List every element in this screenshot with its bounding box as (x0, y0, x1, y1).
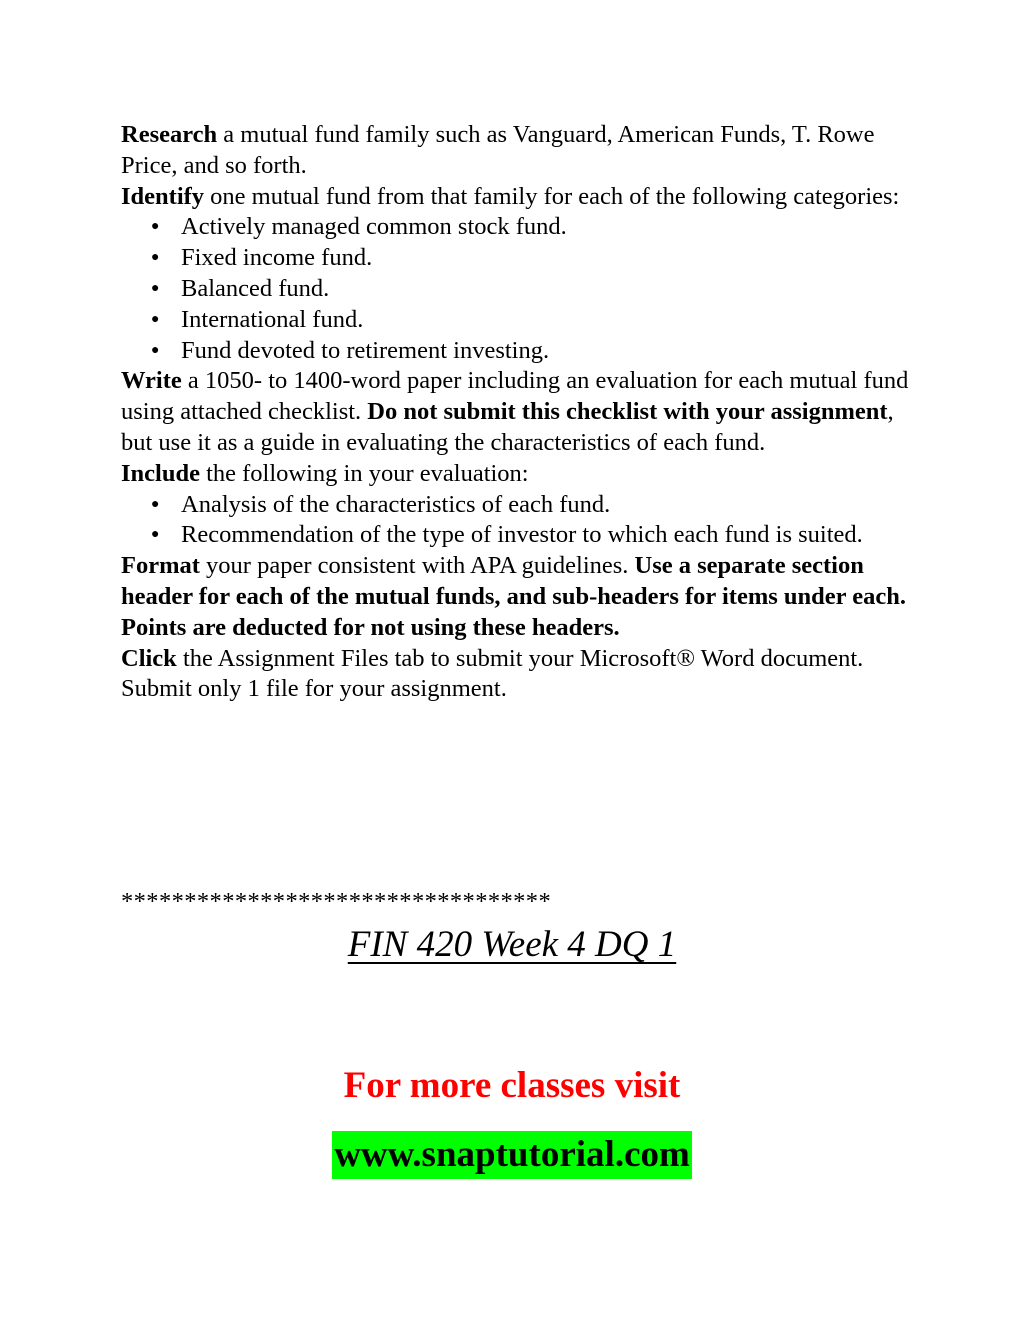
identify-text: one mutual fund from that family for each of the following categories: (204, 182, 900, 210)
next-assignment-title: FIN 420 Week 4 DQ 1 (347, 924, 677, 965)
list-item (121, 520, 911, 551)
list-item (121, 305, 911, 336)
promo-url-link[interactable]: www.snaptutorial.com (332, 1131, 692, 1179)
list-item (121, 212, 911, 243)
include-keyword: Include (121, 459, 200, 487)
bullet-icon: ● (151, 280, 160, 296)
list-item (121, 336, 911, 367)
category-list (121, 212, 911, 366)
click-paragraph (121, 644, 911, 706)
list-item (121, 243, 911, 274)
write-text: a 1050- to 1400-word paper including an evaluation for each mutual fund using attached checklist. (121, 367, 909, 426)
evaluation-list (121, 490, 911, 552)
write-keyword: Write (121, 367, 182, 395)
identify-paragraph (121, 182, 911, 213)
identify-keyword: Identify (121, 182, 205, 210)
promo-heading: For more classes visit (343, 1065, 681, 1106)
click-text: the Assignment Files tab to submit your Microsoft® Word document. Submit only 1 file for your assignment. (121, 644, 864, 703)
list-item (121, 490, 911, 521)
list-item (121, 274, 911, 305)
format-paragraph (121, 551, 911, 643)
evaluation-label: Analysis of the characteristics of each fund. (181, 490, 611, 518)
bullet-icon: ● (151, 311, 160, 327)
evaluation-label: Recommendation of the type of investor to which each fund is suited. (181, 521, 863, 549)
category-label: Actively managed common stock fund. (181, 213, 567, 241)
separator: ********************************** (121, 888, 552, 915)
include-text: the following in your evaluation: (199, 459, 529, 487)
checklist-warning: Do not submit this checklist with your assignment (367, 398, 888, 426)
header-requirement: Use a separate section header for each of the mutual funds, and sub-headers for items under each. Points are deducted for not using these headers. (121, 552, 906, 641)
include-paragraph (121, 459, 911, 490)
bullet-icon: ● (151, 250, 160, 266)
format-keyword: Format (121, 552, 200, 580)
research-paragraph (121, 120, 911, 182)
category-label: Fixed income fund. (181, 244, 373, 272)
assignment-instructions (121, 120, 911, 705)
bullet-icon: ● (151, 527, 160, 543)
click-keyword: Click (121, 644, 177, 672)
write-paragraph (121, 366, 911, 458)
bullet-icon: ● (151, 219, 160, 235)
research-text: a mutual fund family such as Vanguard, American Funds, T. Rowe Price, and so forth. (121, 121, 875, 179)
research-keyword: Research (121, 121, 218, 148)
bullet-icon: ● (151, 342, 160, 358)
write-text-continued: , but use it as a guide in evaluating the characteristics of each fund. (121, 398, 894, 456)
category-label: Balanced fund. (181, 274, 330, 302)
bullet-icon: ● (151, 496, 160, 512)
category-label: International fund. (181, 305, 364, 333)
format-text: your paper consistent with APA guidelines. (199, 552, 635, 580)
category-label: Fund devoted to retirement investing. (181, 336, 550, 364)
promo-url-container (0, 1131, 1024, 1179)
